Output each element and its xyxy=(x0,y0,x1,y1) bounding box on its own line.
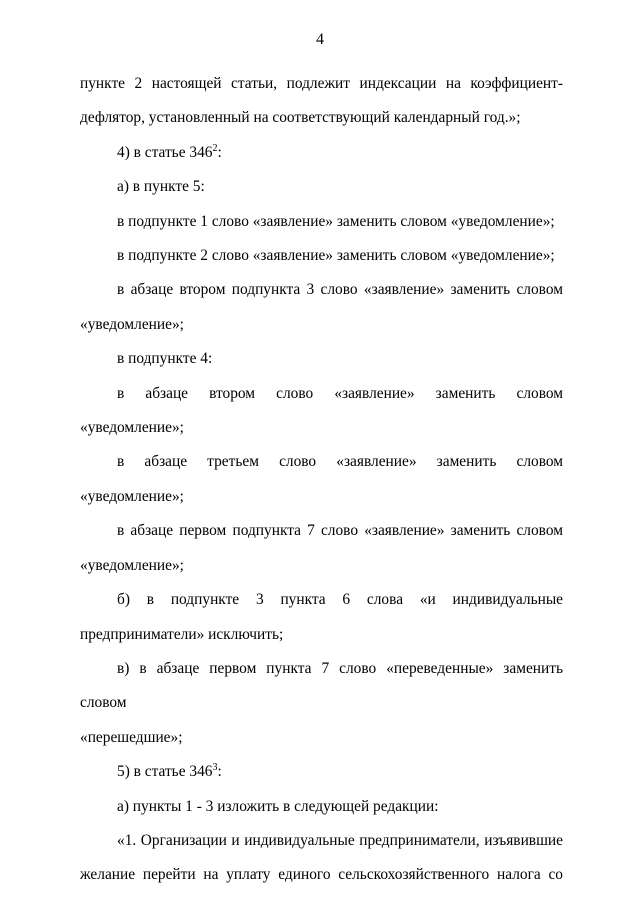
superscript: 3 xyxy=(212,762,218,774)
paragraph-subitem-2: в подпункте 2 слово «заявление» заменить словом «уведомление»; xyxy=(117,247,555,265)
text-line: в) в абзаце первом пункта 7 слово «переведенные» заменить словом xyxy=(80,659,563,712)
paragraph-subitem-3 xyxy=(80,273,563,342)
paragraph-second-abzats: в абзаце втором слово «заявление» заменить словом «уведомление»; xyxy=(80,384,563,437)
text-line: пункте 2 настоящей статьи, подлежит индексации на коэффициент- xyxy=(80,75,563,92)
paragraph-indexation xyxy=(80,67,563,136)
paragraph-items-1-3: а) пункты 1 - 3 изложить в следующей редакции: xyxy=(117,797,439,815)
paragraph-third-abzats: в абзаце третьем слово «заявление» заменить словом «уведомление»; xyxy=(80,453,563,505)
text-span: : xyxy=(217,143,222,161)
paragraph-new-wording xyxy=(80,824,563,893)
text-span: 5) в статье 346 xyxy=(117,763,213,781)
paragraph-subitem-1: в подпункте 1 слово «заявление» заменить словом «уведомление»; xyxy=(117,212,555,230)
text-line: «1. Организации и индивидуальные предприниматели, изъявившие xyxy=(117,831,563,849)
text-line: желание перейти на уплату единого сельскохозяйственного налога со xyxy=(80,866,563,884)
text-line: б) в подпункте 3 пункта 6 слова «и индивидуальные xyxy=(117,591,563,609)
paragraph-subitem-7 xyxy=(80,514,563,583)
page-number: 4 xyxy=(316,31,324,48)
paragraph-item-v xyxy=(80,652,563,755)
paragraph-subitem-4: в подпункте 4: xyxy=(117,350,213,368)
document-body xyxy=(80,67,563,893)
text-span: : xyxy=(217,763,222,781)
text-line: предприниматели» исключить; xyxy=(80,625,284,643)
text-line: «перешедшие»; xyxy=(80,728,183,746)
text-line: «уведомление»; xyxy=(80,556,184,574)
text-span: 4) в статье 346 xyxy=(117,143,213,161)
paragraph-article-346-3 xyxy=(80,755,563,789)
text-line: «уведомление»; xyxy=(80,315,184,333)
paragraph-item-a: а) в пункте 5: xyxy=(117,178,205,196)
text-line: дефлятор, установленный на соответствующий календарный год.»; xyxy=(80,109,521,127)
paragraph-article-346-2 xyxy=(80,136,563,170)
text-line: в абзаце первом подпункта 7 слово «заявление» заменить словом xyxy=(117,522,563,540)
paragraph-item-b xyxy=(80,583,563,652)
text-line: в абзаце втором подпункта 3 слово «заявление» заменить словом xyxy=(117,281,563,299)
superscript: 2 xyxy=(212,142,218,154)
